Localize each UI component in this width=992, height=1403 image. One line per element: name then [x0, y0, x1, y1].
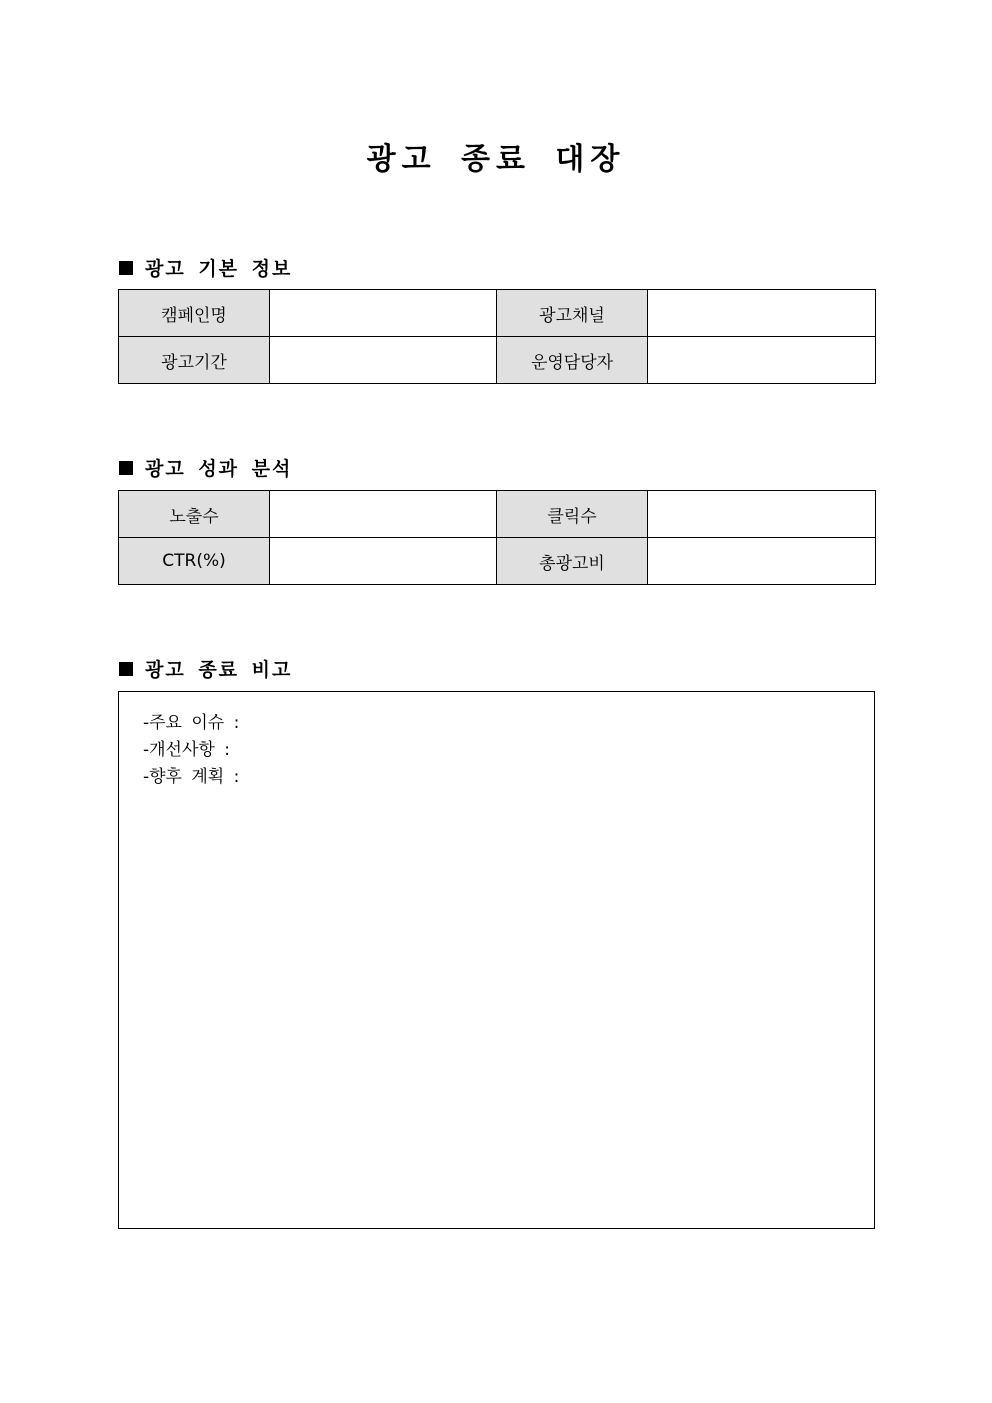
table-row	[119, 290, 876, 337]
section-heading-label: 광고 성과 분석	[145, 458, 293, 480]
manager-label: 운영담당자	[497, 337, 648, 384]
campaign-name-label: 캠페인명	[119, 290, 270, 337]
square-bullet-icon	[119, 261, 133, 275]
square-bullet-icon	[119, 461, 133, 475]
clicks-label: 클릭수	[497, 491, 648, 538]
performance-table	[118, 490, 876, 585]
section-heading-basic-info	[119, 254, 292, 281]
section-heading-remarks	[119, 655, 292, 682]
table-row	[119, 491, 876, 538]
ctr-label: CTR(%)	[119, 538, 270, 585]
ad-channel-label: 광고채널	[497, 290, 648, 337]
remarks-box[interactable]	[118, 691, 875, 1229]
remarks-lines	[143, 710, 239, 791]
section-heading-label: 광고 기본 정보	[145, 258, 293, 280]
total-spend-label: 총광고비	[497, 538, 648, 585]
clicks-field[interactable]	[648, 491, 876, 538]
impressions-field[interactable]	[270, 491, 497, 538]
total-spend-field[interactable]	[648, 538, 876, 585]
table-row	[119, 538, 876, 585]
ad-period-label: 광고기간	[119, 337, 270, 384]
ad-period-field[interactable]	[270, 337, 497, 384]
manager-field[interactable]	[648, 337, 876, 384]
basic-info-table	[118, 289, 876, 384]
section-heading-performance	[119, 454, 292, 481]
future-plan-line: -향후 계획 :	[143, 767, 240, 787]
ad-channel-field[interactable]	[648, 290, 876, 337]
square-bullet-icon	[119, 662, 133, 676]
improvements-line: -개선사항 :	[143, 740, 230, 760]
section-heading-label: 광고 종료 비고	[145, 659, 293, 681]
impressions-label: 노출수	[119, 491, 270, 538]
campaign-name-field[interactable]	[270, 290, 497, 337]
ctr-field[interactable]	[270, 538, 497, 585]
page-title: 광고 종료 대장	[366, 142, 626, 177]
key-issues-line: -주요 이슈 :	[143, 713, 240, 733]
table-row	[119, 337, 876, 384]
